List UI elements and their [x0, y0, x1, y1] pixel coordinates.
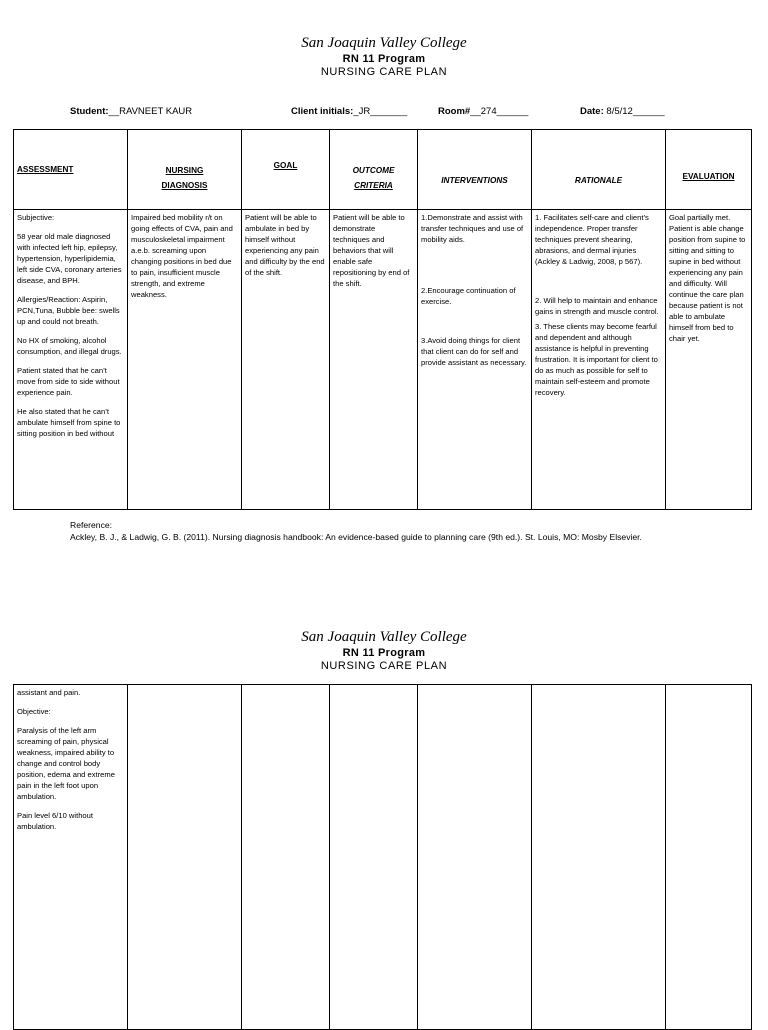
- header-assessment: ASSESSMENT: [14, 130, 128, 210]
- nursing-diagnosis-cell: Impaired bed mobility r/t on going effects of CVA, pain and musculoskeletal impairment a.e.b. screaming upon changing positions in bed due to pain, insufficient muscle strength, and extreme weakness.: [128, 210, 242, 510]
- header-nursing-diagnosis: NURSING DIAGNOSIS: [128, 130, 242, 210]
- rationale-cell: 1. Facilitates self-care and client’s independence. Proper transfer techniques prevent shearing, abrasions, and dermal injuries (Ackley & Ladwig, 2008, p 567). 2. Will help to maintain and enhance gains in strength and muscle control. 3. These clients may become fearful and dependent and although assistance is helpful in preventing frustration. It is important for client to do as much as possible for self to maintain self-esteem and promote recovery.: [532, 210, 666, 510]
- program-title-page2: RN 11 Program: [342, 647, 426, 659]
- plan-title: NURSING CARE PLAN: [320, 66, 448, 78]
- college-title-page2: San Joaquin Valley College: [301, 629, 467, 645]
- assessment-cell-page2: assistant and pain. Objective: Paralysis of the left arm screaming of pain, physical weakness, impaired ability to change and control body position, edema and extreme pain in the left foot upon ambulation. Pain level 6/10 without ambulation.: [14, 685, 128, 1030]
- header-rationale: RATIONALE: [532, 130, 666, 210]
- header-outcome-criteria: OUTCOME CRITERIA: [330, 130, 418, 210]
- interventions-cell-page2: [418, 685, 532, 1030]
- date-field: Date: 8/5/12______: [580, 106, 665, 117]
- assessment-cell: Subjective: 58 year old male diagnosed with infected left hip, epilepsy, hypertension, hyperlipidemia, left side CVA, coronary arteries disease, and BPH. Allergies/Reaction: Aspirin, PCN,Tuna, Bubble bee: swells up and could not breath. No HX of smoking, alcohol consumption, and illegal drugs. Patient stated that he can’t move from side to side without experience pain. He also stated that he can’t ambulate himself from spine to sitting position in bed without: [14, 210, 128, 510]
- nursing-diagnosis-cell-page2: [128, 685, 242, 1030]
- program-title: RN 11 Program: [342, 53, 426, 65]
- evaluation-cell: Goal partially met. Patient is able change position from supine to sitting and sitting to supine in bed without experiencing any pain and difficulty. Will continue the care plan because patient is not able to ambulate himself from bed to chair yet.: [666, 210, 752, 510]
- student-field: Student:__RAVNEET KAUR: [70, 106, 193, 117]
- table-row: [14, 685, 752, 1030]
- outcome-criteria-cell-page2: [330, 685, 418, 1030]
- header-interventions: INTERVENTIONS: [418, 130, 532, 210]
- care-plan-table-page2: [13, 684, 752, 1030]
- plan-title-page2: NURSING CARE PLAN: [320, 660, 448, 672]
- rationale-cell-page2: [532, 685, 666, 1030]
- header-goal: GOAL: [242, 130, 330, 210]
- reference-block: [70, 519, 690, 543]
- table-header-row: [14, 130, 752, 210]
- goal-cell-page2: [242, 685, 330, 1030]
- room-field: Room#__274______: [438, 106, 529, 117]
- reference-label: Reference:: [70, 520, 113, 530]
- interventions-cell: 1.Demonstrate and assist with transfer techniques and use of mobility aids. 2.Encourage continuation of exercise. 3.Avoid doing things for client that client can do for self and provide assistant as necessary.: [418, 210, 532, 510]
- outcome-criteria-cell: Patient will be able to demonstrate techniques and behaviors that will enable safe repositioning by end of the shift.: [330, 210, 418, 510]
- goal-cell: Patient will be able to ambulate in bed by himself without experiencing any pain and difficulty by the end of the shift.: [242, 210, 330, 510]
- reference-text: Ackley, B. J., & Ladwig, G. B. (2011). Nursing diagnosis handbook: An evidence-based guide to planning care (9th ed.). St. Louis, MO: Mosby Elsevier.: [70, 532, 642, 542]
- college-title: San Joaquin Valley College: [301, 35, 467, 51]
- evaluation-cell-page2: [666, 685, 752, 1030]
- table-row: [14, 210, 752, 510]
- client-initials-field: Client initials:_JR_______: [291, 106, 408, 117]
- header-evaluation: EVALUATION: [666, 130, 752, 210]
- care-plan-table: [13, 129, 752, 510]
